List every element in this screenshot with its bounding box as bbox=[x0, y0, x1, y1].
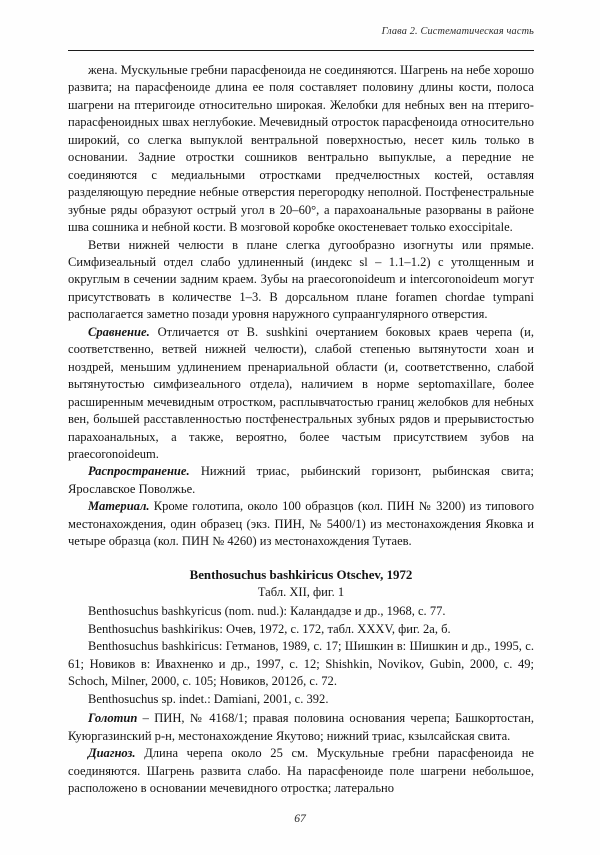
comparison-text: Отличается от B. sushkini очертанием боковых краев черепа (и, соответственно, ветвей нижней челюсти), слабой степенью вытянутости хоан и ноздрей, меньшим удлинением пренариальной области (и, соответственно, слабой вытянутостью симфизеального отдела), наличием в норме septomaxillare, более расширенным мечевидным отростком, расплывчатостью границ желобков для небных вен, большей расставленностью постфенестральных зубных рядов и прерывистостью парахоанальных, а также, вероятно, более частым присутствием зубов на praecoronoideum. bbox=[68, 324, 534, 461]
paragraph-lower-jaw: Ветви нижней челюсти в плане слегка дугообразно изогнуты или прямые. Симфизеальный отдел слабо удлиненный (индекс sl – 1.1–1.2) с утолщенным и округлым в сечении задним краем. Зубы на praecoronoideum и intercoronoideum могут присутствовать в количестве 1–3. В дорсальном плане foramen chordae tympani располагается заметно позади уровня наружного супраангулярного отверстия. bbox=[68, 237, 534, 322]
page-number: 67 bbox=[294, 812, 306, 825]
holotype-text: – ПИН, № 4168/1; правая половина основания черепа; Башкортостан, Куюргазинский р-н, местонахождение Якутово; нижний триас, кзылсайская свита. bbox=[68, 711, 534, 743]
species-table-reference: Табл. XII, фиг. 1 bbox=[257, 585, 345, 600]
diagnosis-text: Длина черепа около 25 см. Мускульные гребни парасфеноида не соединяются. Шагрень развита слабо. На парасфеноиде поле шагрени небольшое, расположено в основании мечевидного отростка; латерально bbox=[68, 746, 534, 796]
material-text: Кроме голотипа, около 100 образцов (кол. ПИН № 3200) из типового местонахождения, один образец (экз. ПИН, № 5400/1) из местонахождения Яковка и четыре образца (кол. ПИН № 4260) из местонахождения Тутаев. bbox=[68, 499, 534, 549]
species-heading: Benthosuchus bashkiricus Otschev, 1972 bbox=[189, 567, 413, 582]
paragraph-holotype bbox=[68, 710, 534, 745]
paragraph-diagnosis bbox=[68, 745, 534, 797]
holotype-term: Голотип bbox=[88, 711, 138, 726]
synonymy-entry: Benthosuchus bashkyricus (nom. nud.): Каландадзе и др., 1968, с. 77. bbox=[88, 604, 446, 619]
paragraph-material bbox=[68, 498, 534, 550]
diagnosis-term: Диагноз. bbox=[88, 746, 136, 761]
running-head: Глава 2. Систематическая часть bbox=[381, 26, 534, 37]
paragraph-skull-description: жена. Мускульные гребни парасфеноида не соединяются. Шагрень на небе хорошо развита; на парасфеноиде длина ее поля составляет половину длины кости, полоса шагрени на птеригоиде относительно широкая. Желобки для небных вен на птериго-парасфеноидных швах неглубокие. Мечевидный отросток парасфеноида относительно широкий, со слегка выпуклой вентральной поверхностью, несет киль только в основании. Задние отростки сошников вентрально выпуклые, а передние не соединяются с медиальными отростками предчелюстных костей, оставляя разделяющую передние небные отверстия перегородку неполной. Постфенестральные зубные ряды образуют острый угол в 20–60°, а парахоанальные разорваны в районе шва сошника и небной кости. В мозговой коробке окостеневает только exoccipitale. bbox=[68, 63, 534, 235]
paragraph-comparison bbox=[68, 324, 534, 464]
header-rule bbox=[68, 50, 534, 51]
synonymy-entry: Benthosuchus bashkiricus: Гетманов, 1989, с. 17; Шишкин в: Шишкин и др., 1995, с. 61; Новиков в: Ивахненко и др., 1997, с. 12; Shishkin, Novikov, Gubin, 2000, с. 49; Schoch, Milner, 2000, с. 105; Новиков, 2012б, с. 72. bbox=[68, 639, 534, 689]
distribution-term: Распространение. bbox=[88, 464, 190, 479]
distribution-text: Нижний триас, рыбинский горизонт, рыбинская свита; Ярославское Поволжье. bbox=[68, 464, 534, 496]
paragraph-distribution bbox=[68, 463, 534, 498]
synonymy-entry: Benthosuchus bashkirikus: Очев, 1972, с. 172, табл. XXXV, фиг. 2а, б. bbox=[88, 621, 451, 636]
page-body bbox=[68, 62, 534, 797]
comparison-term: Сравнение. bbox=[88, 324, 150, 339]
synonymy-entry: Benthosuchus sp. indet.: Damiani, 2001, с. 392. bbox=[88, 691, 329, 706]
material-term: Материал. bbox=[88, 499, 150, 514]
